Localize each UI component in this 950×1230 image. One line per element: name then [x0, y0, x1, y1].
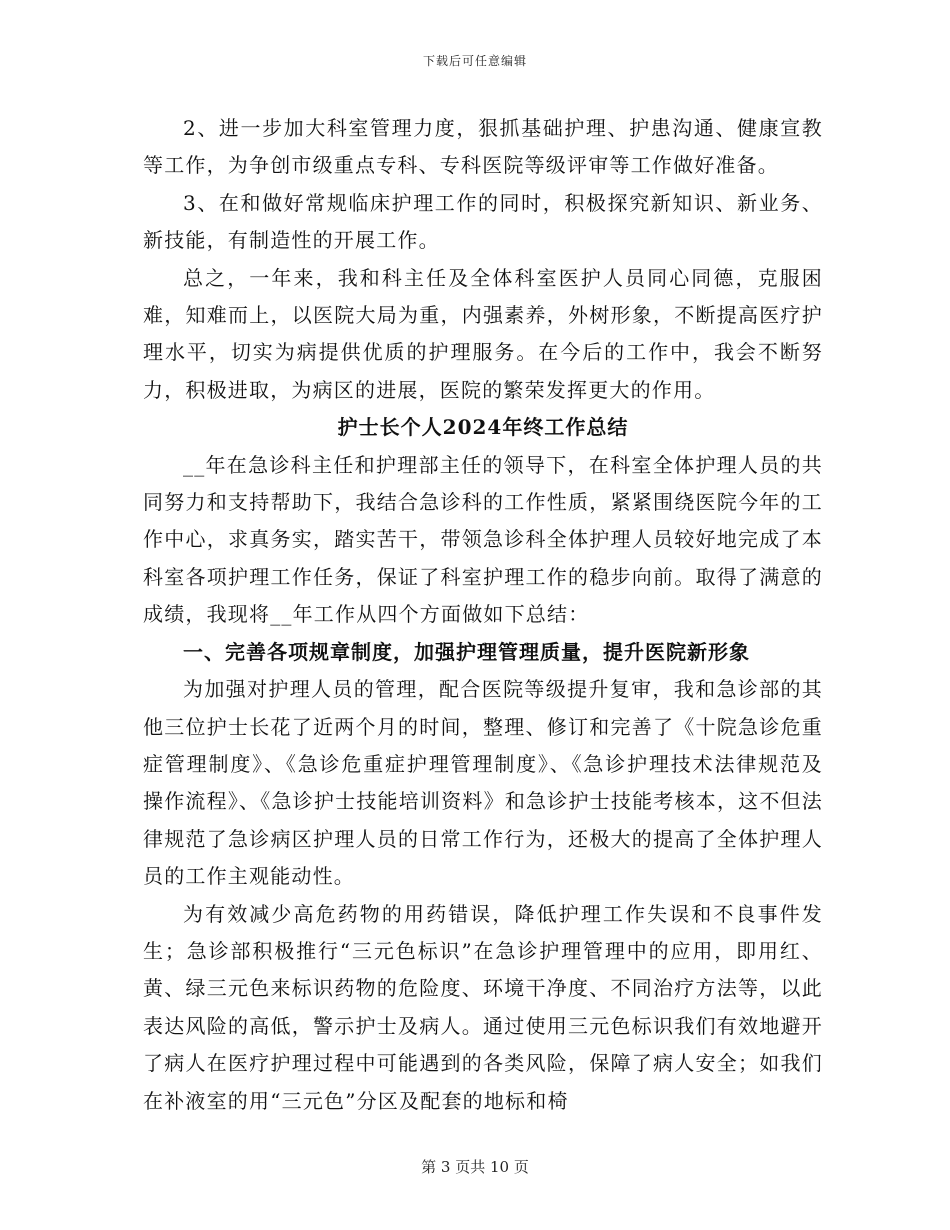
paragraph-rules: 为加强对护理人员的管理，配合医院等级提升复审，我和急诊部的其他三位护士长花了近两个月的时间，整理、修订和完善了《十院急诊危重症管理制度》、《急诊危重症护理管理制度》、《急诊护理技术法律规范及操作流程》、《急诊护士技能培训资料》和急诊护士技能考核本，这不但法律规范了急诊病区护理人员的日常工作行为，还极大的提高了全体护理人员的工作主观能动性。: [143, 677, 823, 889]
paragraph-item-2: 2、进一步加大科室管理力度，狠抓基础护理、护患沟通、健康宣教等工作，为争创市级重点专科、专科医院等级评审等工作做好准备。: [143, 116, 823, 178]
page-footer: 第 3 页共 10 页: [421, 1158, 529, 1176]
document-body: [143, 110, 823, 1120]
document-title: 护士长个人2024年终工作总结: [337, 415, 629, 440]
section-heading: 一、完善各项规章制度，加强护理管理质量，提升医院新形象: [183, 639, 750, 664]
paragraph-intro: __年在急诊科主任和护理部主任的领导下，在科室全体护理人员的共同努力和支持帮助下，我结合急诊科的工作性质，紧紧围绕医院今年的工作中心，求真务实，踏实苦干，带领急诊科全体护理人员较好地完成了本科室各项护理工作任务，保证了科室护理工作的稳步向前。取得了满意的成绩，我现将__年工作从四个方面做如下总结：: [143, 452, 823, 627]
page-header: 下载后可任意编辑: [422, 54, 527, 68]
paragraph-summary: 总之，一年来，我和科主任及全体科室医护人员同心同德，克服困难，知难而上，以医院大局为重，内强素养，外树形象，不断提高医疗护理水平，切实为病提供优质的护理服务。在今后的工作中，我会不断努力，积极进取，为病区的进展，医院的繁荣发挥更大的作用。: [143, 265, 823, 402]
paragraph-item-3: 3、在和做好常规临床护理工作的同时，积极探究新知识、新业务、新技能，有制造性的开展工作。: [143, 190, 823, 253]
paragraph-color-labels: 为有效减少高危药物的用药错误，降低护理工作失误和不良事件发生；急诊部积极推行“三元色标识”在急诊护理管理中的应用，即用红、黄、绿三元色来标识药物的危险度、环境干净度、不同治疗方法等，以此表达风险的高低，警示护士及病人。通过使用三元色标识我们有效地避开了病人在医疗护理过程中可能遇到的各类风险，保障了病人安全；如我们在补液室的用“三元色”分区及配套的地标和椅: [143, 901, 823, 1113]
